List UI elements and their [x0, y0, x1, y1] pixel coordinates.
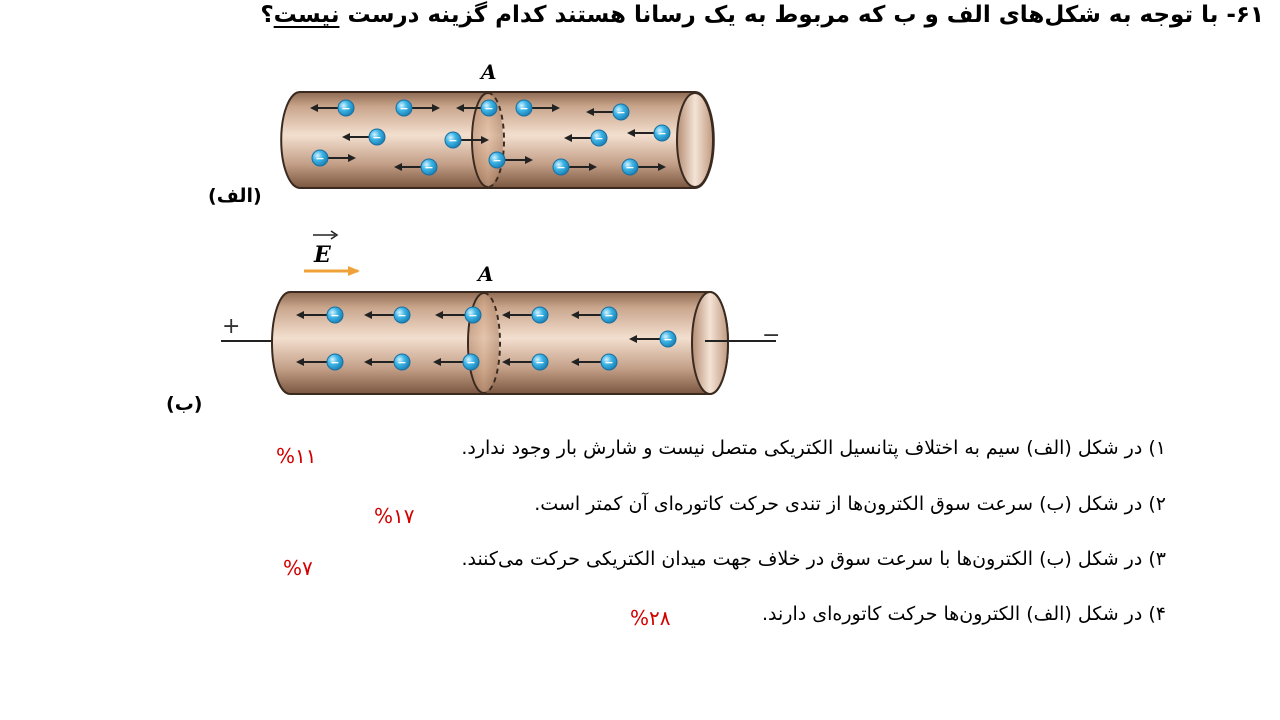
svg-text:−: − — [424, 161, 434, 174]
figure-caption: (ب) — [166, 393, 203, 415]
svg-text:−: − — [519, 102, 529, 115]
svg-text:−: − — [625, 161, 635, 174]
question-negation: نیست — [273, 2, 340, 28]
negative-terminal-label: − — [762, 323, 781, 348]
option-3-percent: %۷ — [283, 556, 313, 580]
point-label-b: A — [478, 262, 494, 286]
field-label: E — [314, 242, 331, 268]
wire-end-cap — [677, 93, 713, 187]
option-2[interactable]: ۲) در شکل (ب) سرعت سوق الکترون‌ها از تندی حرکت کاتوره‌ای آن کمتر است. — [534, 493, 1166, 515]
svg-text:−: − — [663, 333, 673, 346]
svg-text:−: − — [330, 309, 340, 322]
figure-caption: (الف) — [208, 185, 262, 207]
svg-text:−: − — [657, 127, 667, 140]
figure-b — [166, 231, 780, 415]
svg-text:−: − — [341, 102, 351, 115]
svg-text:−: − — [492, 154, 502, 167]
svg-text:−: − — [315, 152, 325, 165]
svg-text:−: − — [397, 309, 407, 322]
point-label-a: A — [481, 60, 497, 84]
option-3[interactable]: ۳) در شکل (ب) الکترون‌ها با سرعت سوق در خلاف جهت میدان الکتریکی حرکت می‌کنند. — [461, 548, 1166, 570]
svg-text:−: − — [535, 356, 545, 369]
option-1-percent: %۱۱ — [276, 444, 317, 468]
svg-text:−: − — [535, 309, 545, 322]
svg-text:−: − — [397, 356, 407, 369]
wire-end-cap — [692, 292, 728, 394]
svg-text:−: − — [556, 161, 566, 174]
svg-text:−: − — [466, 356, 476, 369]
svg-text:−: − — [372, 131, 382, 144]
svg-text:−: − — [604, 356, 614, 369]
electric-field-vector — [304, 231, 358, 271]
svg-text:−: − — [330, 356, 340, 369]
question-text: با توجه به شکل‌های الف و ب که مربوط به یک رسانا هستند کدام گزینه درست — [347, 2, 1219, 28]
option-2-percent: %۱۷ — [374, 504, 415, 528]
svg-text:−: − — [484, 102, 494, 115]
svg-text:−: − — [616, 106, 626, 119]
svg-text:−: − — [399, 102, 409, 115]
figure-a — [208, 60, 714, 207]
svg-text:−: − — [594, 132, 604, 145]
svg-text:−: − — [448, 134, 458, 147]
option-1[interactable]: ۱) در شکل (الف) سیم به اختلاف پتانسیل الکتریکی متصل نیست و شارش بار وجود ندارد. — [461, 437, 1166, 459]
question-mark: ؟ — [260, 2, 274, 28]
svg-text:−: − — [604, 309, 614, 322]
question-number: ۶۱- — [1226, 2, 1264, 28]
option-4-percent: %۲۸ — [630, 606, 671, 630]
option-4[interactable]: ۴) در شکل (الف) الکترون‌ها حرکت کاتوره‌ای دارند. — [762, 603, 1166, 625]
positive-terminal-label: + — [222, 314, 241, 339]
svg-text:−: − — [468, 309, 478, 322]
